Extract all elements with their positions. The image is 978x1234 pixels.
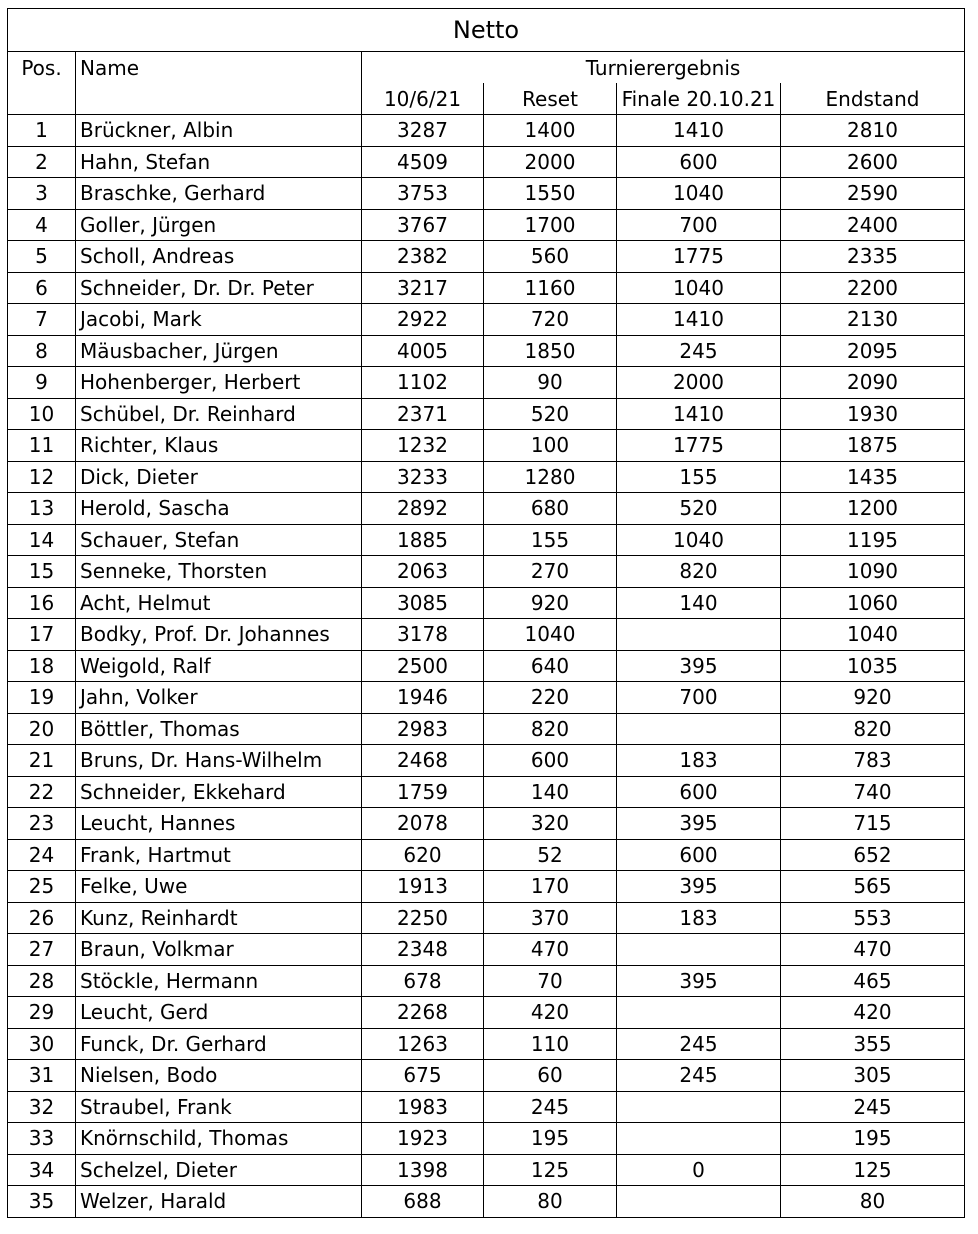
cell-finale: 2000 bbox=[617, 367, 781, 399]
cell-name: Schübel, Dr. Reinhard bbox=[76, 398, 362, 430]
cell-pos: 31 bbox=[8, 1060, 76, 1092]
cell-reset: 100 bbox=[484, 430, 617, 462]
cell-finale: 183 bbox=[617, 745, 781, 777]
cell-name: Herold, Sascha bbox=[76, 493, 362, 525]
cell-10-6-21: 2250 bbox=[362, 902, 484, 934]
cell-reset: 70 bbox=[484, 965, 617, 997]
cell-name: Felke, Uwe bbox=[76, 871, 362, 903]
cell-reset: 920 bbox=[484, 587, 617, 619]
cell-10-6-21: 1232 bbox=[362, 430, 484, 462]
cell-reset: 1400 bbox=[484, 115, 617, 147]
cell-reset: 820 bbox=[484, 713, 617, 745]
table-row bbox=[8, 178, 965, 210]
cell-finale: 395 bbox=[617, 871, 781, 903]
cell-finale: 700 bbox=[617, 209, 781, 241]
cell-reset: 80 bbox=[484, 1186, 617, 1218]
cell-finale: 600 bbox=[617, 839, 781, 871]
cell-endstand: 1090 bbox=[781, 556, 965, 588]
cell-finale: 395 bbox=[617, 808, 781, 840]
cell-finale: 0 bbox=[617, 1154, 781, 1186]
cell-name: Welzer, Harald bbox=[76, 1186, 362, 1218]
cell-name: Mäusbacher, Jürgen bbox=[76, 335, 362, 367]
cell-pos: 13 bbox=[8, 493, 76, 525]
cell-reset: 600 bbox=[484, 745, 617, 777]
table-title: Netto bbox=[8, 9, 965, 52]
cell-finale bbox=[617, 619, 781, 651]
cell-endstand: 715 bbox=[781, 808, 965, 840]
cell-10-6-21: 1983 bbox=[362, 1091, 484, 1123]
cell-endstand: 1930 bbox=[781, 398, 965, 430]
cell-10-6-21: 4509 bbox=[362, 146, 484, 178]
cell-pos: 20 bbox=[8, 713, 76, 745]
cell-pos: 28 bbox=[8, 965, 76, 997]
cell-10-6-21: 4005 bbox=[362, 335, 484, 367]
table-row bbox=[8, 839, 965, 871]
cell-10-6-21: 3753 bbox=[362, 178, 484, 210]
cell-10-6-21: 2983 bbox=[362, 713, 484, 745]
cell-finale: 183 bbox=[617, 902, 781, 934]
cell-endstand: 2095 bbox=[781, 335, 965, 367]
cell-name: Stöckle, Hermann bbox=[76, 965, 362, 997]
cell-endstand: 652 bbox=[781, 839, 965, 871]
cell-reset: 60 bbox=[484, 1060, 617, 1092]
header-pos-spacer bbox=[8, 83, 76, 115]
cell-10-6-21: 1263 bbox=[362, 1028, 484, 1060]
cell-reset: 520 bbox=[484, 398, 617, 430]
cell-name: Acht, Helmut bbox=[76, 587, 362, 619]
cell-finale: 1775 bbox=[617, 241, 781, 273]
cell-reset: 1700 bbox=[484, 209, 617, 241]
cell-endstand: 2200 bbox=[781, 272, 965, 304]
cell-pos: 21 bbox=[8, 745, 76, 777]
cell-pos: 33 bbox=[8, 1123, 76, 1155]
cell-pos: 5 bbox=[8, 241, 76, 273]
cell-reset: 155 bbox=[484, 524, 617, 556]
cell-pos: 1 bbox=[8, 115, 76, 147]
cell-name: Hohenberger, Herbert bbox=[76, 367, 362, 399]
cell-10-6-21: 1885 bbox=[362, 524, 484, 556]
cell-pos: 17 bbox=[8, 619, 76, 651]
cell-name: Jacobi, Mark bbox=[76, 304, 362, 336]
cell-endstand: 125 bbox=[781, 1154, 965, 1186]
cell-pos: 11 bbox=[8, 430, 76, 462]
cell-10-6-21: 2371 bbox=[362, 398, 484, 430]
cell-finale: 245 bbox=[617, 1028, 781, 1060]
table-row bbox=[8, 1028, 965, 1060]
header-turnierergebnis: Turnierergebnis bbox=[362, 52, 965, 84]
cell-endstand: 355 bbox=[781, 1028, 965, 1060]
table-row bbox=[8, 304, 965, 336]
cell-name: Richter, Klaus bbox=[76, 430, 362, 462]
cell-finale bbox=[617, 1186, 781, 1218]
cell-finale: 1410 bbox=[617, 115, 781, 147]
cell-10-6-21: 1923 bbox=[362, 1123, 484, 1155]
cell-name: Bodky, Prof. Dr. Johannes bbox=[76, 619, 362, 651]
results-table bbox=[7, 8, 965, 1218]
cell-endstand: 2400 bbox=[781, 209, 965, 241]
results-body bbox=[8, 115, 965, 1218]
cell-finale: 1040 bbox=[617, 524, 781, 556]
cell-endstand: 195 bbox=[781, 1123, 965, 1155]
cell-reset: 560 bbox=[484, 241, 617, 273]
table-row bbox=[8, 997, 965, 1029]
cell-name: Kunz, Reinhardt bbox=[76, 902, 362, 934]
cell-reset: 1550 bbox=[484, 178, 617, 210]
cell-endstand: 1875 bbox=[781, 430, 965, 462]
header-col-finale: Finale 20.10.21 bbox=[617, 83, 781, 115]
cell-name: Leucht, Gerd bbox=[76, 997, 362, 1029]
cell-name: Schneider, Dr. Dr. Peter bbox=[76, 272, 362, 304]
table-row bbox=[8, 398, 965, 430]
table-row bbox=[8, 272, 965, 304]
cell-name: Funck, Dr. Gerhard bbox=[76, 1028, 362, 1060]
table-row bbox=[8, 587, 965, 619]
cell-reset: 320 bbox=[484, 808, 617, 840]
cell-endstand: 80 bbox=[781, 1186, 965, 1218]
cell-name: Schauer, Stefan bbox=[76, 524, 362, 556]
header-name-spacer bbox=[76, 83, 362, 115]
cell-pos: 3 bbox=[8, 178, 76, 210]
cell-10-6-21: 1102 bbox=[362, 367, 484, 399]
cell-pos: 30 bbox=[8, 1028, 76, 1060]
table-row bbox=[8, 146, 965, 178]
cell-endstand: 305 bbox=[781, 1060, 965, 1092]
cell-endstand: 2130 bbox=[781, 304, 965, 336]
header-col-10-6-21: 10/6/21 bbox=[362, 83, 484, 115]
cell-finale: 700 bbox=[617, 682, 781, 714]
cell-name: Bruns, Dr. Hans-Wilhelm bbox=[76, 745, 362, 777]
cell-reset: 90 bbox=[484, 367, 617, 399]
cell-name: Schneider, Ekkehard bbox=[76, 776, 362, 808]
cell-finale: 1410 bbox=[617, 304, 781, 336]
cell-reset: 370 bbox=[484, 902, 617, 934]
cell-finale: 1040 bbox=[617, 272, 781, 304]
cell-pos: 22 bbox=[8, 776, 76, 808]
cell-reset: 125 bbox=[484, 1154, 617, 1186]
cell-endstand: 2590 bbox=[781, 178, 965, 210]
cell-finale: 395 bbox=[617, 650, 781, 682]
cell-name: Schelzel, Dieter bbox=[76, 1154, 362, 1186]
cell-10-6-21: 675 bbox=[362, 1060, 484, 1092]
cell-name: Hahn, Stefan bbox=[76, 146, 362, 178]
cell-10-6-21: 2892 bbox=[362, 493, 484, 525]
cell-name: Dick, Dieter bbox=[76, 461, 362, 493]
cell-pos: 19 bbox=[8, 682, 76, 714]
table-row bbox=[8, 619, 965, 651]
cell-reset: 270 bbox=[484, 556, 617, 588]
header-name: Name bbox=[76, 52, 362, 84]
table-row bbox=[8, 209, 965, 241]
cell-name: Nielsen, Bodo bbox=[76, 1060, 362, 1092]
cell-pos: 25 bbox=[8, 871, 76, 903]
cell-endstand: 1060 bbox=[781, 587, 965, 619]
cell-reset: 640 bbox=[484, 650, 617, 682]
cell-finale: 155 bbox=[617, 461, 781, 493]
cell-10-6-21: 1759 bbox=[362, 776, 484, 808]
cell-name: Böttler, Thomas bbox=[76, 713, 362, 745]
cell-endstand: 920 bbox=[781, 682, 965, 714]
cell-finale bbox=[617, 997, 781, 1029]
cell-reset: 720 bbox=[484, 304, 617, 336]
table-row bbox=[8, 335, 965, 367]
cell-endstand: 2600 bbox=[781, 146, 965, 178]
table-row bbox=[8, 934, 965, 966]
cell-reset: 170 bbox=[484, 871, 617, 903]
cell-endstand: 1435 bbox=[781, 461, 965, 493]
cell-reset: 110 bbox=[484, 1028, 617, 1060]
header-col-reset: Reset bbox=[484, 83, 617, 115]
cell-10-6-21: 1913 bbox=[362, 871, 484, 903]
table-row bbox=[8, 241, 965, 273]
cell-reset: 1850 bbox=[484, 335, 617, 367]
cell-finale: 395 bbox=[617, 965, 781, 997]
cell-reset: 245 bbox=[484, 1091, 617, 1123]
cell-name: Senneke, Thorsten bbox=[76, 556, 362, 588]
cell-pos: 35 bbox=[8, 1186, 76, 1218]
table-row bbox=[8, 650, 965, 682]
cell-10-6-21: 2063 bbox=[362, 556, 484, 588]
cell-endstand: 1035 bbox=[781, 650, 965, 682]
cell-endstand: 1200 bbox=[781, 493, 965, 525]
cell-pos: 14 bbox=[8, 524, 76, 556]
cell-pos: 7 bbox=[8, 304, 76, 336]
cell-endstand: 2810 bbox=[781, 115, 965, 147]
cell-name: Braschke, Gerhard bbox=[76, 178, 362, 210]
cell-10-6-21: 2268 bbox=[362, 997, 484, 1029]
cell-reset: 220 bbox=[484, 682, 617, 714]
cell-pos: 9 bbox=[8, 367, 76, 399]
cell-endstand: 740 bbox=[781, 776, 965, 808]
table-row bbox=[8, 682, 965, 714]
table-row bbox=[8, 1186, 965, 1218]
header-col-endstand: Endstand bbox=[781, 83, 965, 115]
cell-pos: 23 bbox=[8, 808, 76, 840]
cell-pos: 10 bbox=[8, 398, 76, 430]
cell-pos: 4 bbox=[8, 209, 76, 241]
cell-10-6-21: 2922 bbox=[362, 304, 484, 336]
cell-reset: 1160 bbox=[484, 272, 617, 304]
cell-finale bbox=[617, 1091, 781, 1123]
table-row bbox=[8, 524, 965, 556]
cell-endstand: 2090 bbox=[781, 367, 965, 399]
cell-pos: 12 bbox=[8, 461, 76, 493]
cell-reset: 1280 bbox=[484, 461, 617, 493]
cell-endstand: 470 bbox=[781, 934, 965, 966]
cell-finale: 1410 bbox=[617, 398, 781, 430]
cell-pos: 27 bbox=[8, 934, 76, 966]
table-row bbox=[8, 902, 965, 934]
cell-endstand: 553 bbox=[781, 902, 965, 934]
cell-pos: 6 bbox=[8, 272, 76, 304]
cell-finale: 600 bbox=[617, 776, 781, 808]
cell-finale: 245 bbox=[617, 1060, 781, 1092]
cell-pos: 34 bbox=[8, 1154, 76, 1186]
cell-10-6-21: 678 bbox=[362, 965, 484, 997]
table-row bbox=[8, 1091, 965, 1123]
cell-pos: 24 bbox=[8, 839, 76, 871]
cell-endstand: 783 bbox=[781, 745, 965, 777]
cell-name: Jahn, Volker bbox=[76, 682, 362, 714]
cell-finale: 600 bbox=[617, 146, 781, 178]
cell-name: Knörnschild, Thomas bbox=[76, 1123, 362, 1155]
table-row bbox=[8, 461, 965, 493]
cell-reset: 1040 bbox=[484, 619, 617, 651]
cell-10-6-21: 2078 bbox=[362, 808, 484, 840]
cell-10-6-21: 2468 bbox=[362, 745, 484, 777]
cell-10-6-21: 2500 bbox=[362, 650, 484, 682]
cell-reset: 2000 bbox=[484, 146, 617, 178]
table-row bbox=[8, 965, 965, 997]
cell-name: Scholl, Andreas bbox=[76, 241, 362, 273]
cell-endstand: 820 bbox=[781, 713, 965, 745]
table-row bbox=[8, 1060, 965, 1092]
cell-endstand: 1195 bbox=[781, 524, 965, 556]
cell-pos: 2 bbox=[8, 146, 76, 178]
table-row bbox=[8, 1154, 965, 1186]
cell-pos: 29 bbox=[8, 997, 76, 1029]
cell-pos: 26 bbox=[8, 902, 76, 934]
cell-endstand: 245 bbox=[781, 1091, 965, 1123]
table-row bbox=[8, 713, 965, 745]
cell-reset: 470 bbox=[484, 934, 617, 966]
cell-10-6-21: 688 bbox=[362, 1186, 484, 1218]
cell-reset: 52 bbox=[484, 839, 617, 871]
cell-name: Braun, Volkmar bbox=[76, 934, 362, 966]
table-row bbox=[8, 745, 965, 777]
cell-endstand: 565 bbox=[781, 871, 965, 903]
cell-pos: 15 bbox=[8, 556, 76, 588]
header-pos: Pos. bbox=[8, 52, 76, 84]
cell-name: Weigold, Ralf bbox=[76, 650, 362, 682]
cell-endstand: 465 bbox=[781, 965, 965, 997]
cell-finale: 140 bbox=[617, 587, 781, 619]
cell-name: Straubel, Frank bbox=[76, 1091, 362, 1123]
table-row bbox=[8, 367, 965, 399]
cell-10-6-21: 1946 bbox=[362, 682, 484, 714]
table-row bbox=[8, 808, 965, 840]
cell-endstand: 1040 bbox=[781, 619, 965, 651]
table-row bbox=[8, 776, 965, 808]
table-row bbox=[8, 556, 965, 588]
cell-reset: 680 bbox=[484, 493, 617, 525]
cell-pos: 18 bbox=[8, 650, 76, 682]
cell-reset: 420 bbox=[484, 997, 617, 1029]
cell-10-6-21: 1398 bbox=[362, 1154, 484, 1186]
cell-pos: 8 bbox=[8, 335, 76, 367]
table-row bbox=[8, 1123, 965, 1155]
cell-endstand: 420 bbox=[781, 997, 965, 1029]
cell-pos: 16 bbox=[8, 587, 76, 619]
table-row bbox=[8, 493, 965, 525]
cell-finale bbox=[617, 713, 781, 745]
cell-10-6-21: 3085 bbox=[362, 587, 484, 619]
cell-finale: 820 bbox=[617, 556, 781, 588]
cell-finale bbox=[617, 934, 781, 966]
cell-pos: 32 bbox=[8, 1091, 76, 1123]
cell-10-6-21: 3767 bbox=[362, 209, 484, 241]
table-row bbox=[8, 115, 965, 147]
cell-10-6-21: 3233 bbox=[362, 461, 484, 493]
cell-reset: 195 bbox=[484, 1123, 617, 1155]
cell-finale: 1775 bbox=[617, 430, 781, 462]
cell-finale: 1040 bbox=[617, 178, 781, 210]
cell-10-6-21: 3287 bbox=[362, 115, 484, 147]
cell-finale bbox=[617, 1123, 781, 1155]
cell-10-6-21: 2348 bbox=[362, 934, 484, 966]
table-row bbox=[8, 430, 965, 462]
cell-name: Leucht, Hannes bbox=[76, 808, 362, 840]
cell-10-6-21: 3217 bbox=[362, 272, 484, 304]
table-row bbox=[8, 871, 965, 903]
cell-10-6-21: 2382 bbox=[362, 241, 484, 273]
cell-name: Brückner, Albin bbox=[76, 115, 362, 147]
cell-finale: 520 bbox=[617, 493, 781, 525]
cell-endstand: 2335 bbox=[781, 241, 965, 273]
cell-name: Frank, Hartmut bbox=[76, 839, 362, 871]
cell-10-6-21: 620 bbox=[362, 839, 484, 871]
cell-reset: 140 bbox=[484, 776, 617, 808]
cell-finale: 245 bbox=[617, 335, 781, 367]
cell-name: Goller, Jürgen bbox=[76, 209, 362, 241]
cell-10-6-21: 3178 bbox=[362, 619, 484, 651]
